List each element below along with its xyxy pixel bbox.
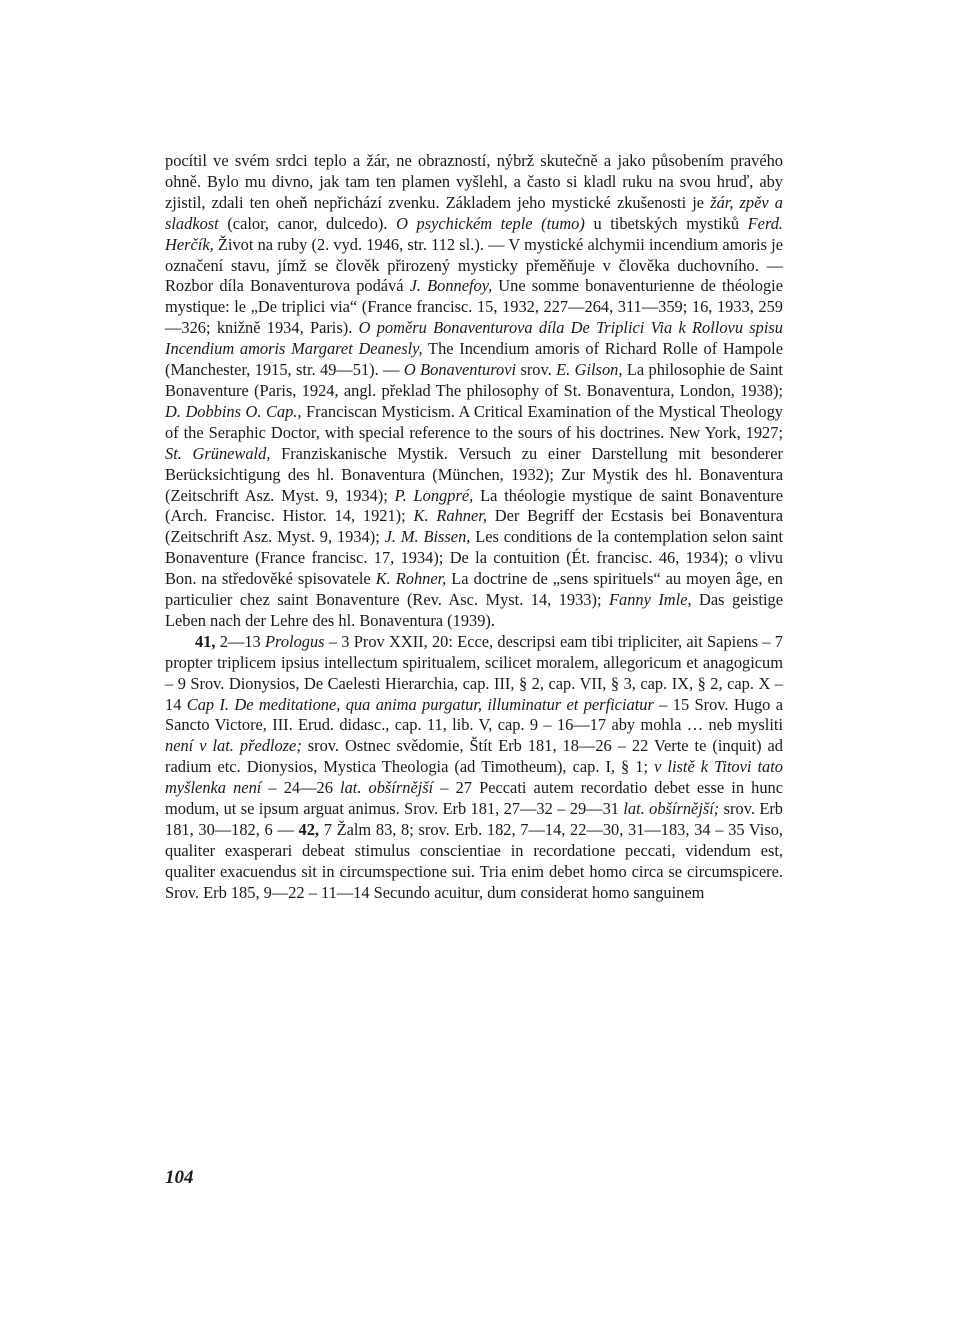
text-run: (calor, canor, dulcedo). (218, 213, 397, 233)
text-run: La philosophie de Saint Bonaventure (Paris, 1924, angl. překlad The philosophy of St. Bonaventura, London, 1938); (165, 360, 783, 400)
italic-text: Ferd. Herčík, (165, 213, 784, 254)
text-run: – 24—26 (261, 778, 341, 798)
text-run: – 15 Srov. Hugo a Sancto Victore, III. Erud. didasc., cap. 11, lib. V, cap. 9 – 16—17 aby mohla … neb mysliti (165, 694, 783, 735)
italic-text: lat. obšírnější; (623, 799, 720, 819)
italic-text: P. Longpré, (394, 485, 474, 505)
italic-text: K. Rohner, (375, 569, 447, 589)
text-run: La doctrine de „sens spirituels“ au moyen âge, en particulier chez saint Bonaventure (Rev. Asc. Myst. 14, 1933); (165, 569, 783, 610)
italic-text: E. Gilson, (556, 360, 623, 380)
text-run: srov. Ostnec svědomie, Štít Erb 181, 18—26 – 22 Verte te (inquit) ad radium etc. Dionysios, Mystica Theologia (ad Timotheum), cap. I, § 1; (165, 736, 784, 777)
text-run: Franziskanische Mystik. Versuch zu einer Darstellung mit besonderer Berücksichtigung des hl. Bonaventura (München, 1932); Zur Mystik des hl. Bonaventura (Zeitschrift Asz. Myst. 9, 1934); (165, 443, 783, 505)
italic-text: v listě k Titovi tato myšlenka není (165, 757, 783, 798)
text-run: Život na ruby (2. vyd. 1946, str. 112 sl.). — V mystické alchymii incendium amoris je označení stavu, jímž se člověk přirozený mysticky přeměňuje v člověka duchovního. — Rozbor díla Bonaventurova podává (165, 234, 783, 296)
text-run: Der Begriff der Ecstasis bei Bonaventura (Zeitschrift Asz. Myst. 9, 1934); (165, 506, 783, 547)
italic-text: J. Bonnefoy, (409, 276, 493, 296)
text-run: Les conditions de la contemplation selon saint Bonaventure (France francisc. 17, 1934); De la contuition (Ét. francisc. 46, 1934); o vlivu Bon. na středověké spisovatele (165, 527, 783, 589)
text-run: pocítil ve svém srdci teplo a žár, ne obrazností, nýbrž skutečně a jako působením pravého ohně. Bylo mu divno, jak tam ten plamen vyšlehl, a často si kladl ruku na svou hruď, aby zjistil, zdali ten oheň nepřichází zvenku. Základem jeho mystické zkušenosti je (165, 151, 783, 212)
text-run: srov. Erb 181, 30—182, 6 — (165, 799, 783, 839)
bold-text: 41, (195, 631, 216, 651)
italic-text: žár, zpěv a sladkost (165, 192, 783, 233)
text-run: – 3 Prov XXII, 20: Ecce, descripsi eam tibi tripliciter, ait Sapiens – 7 propter triplicem ipsius intellectum spiritualem, scilicet moralem, allegoricum et anagogicum – 9 Srov. Dionysios, De Caelesti Hierarchia, cap. III, § 2, cap. VII, § 3, cap. IX, § 2, cap. X – 14 (165, 631, 783, 714)
text-run: Franciscan Mysticism. A Critical Examination of the Mystical Theology of the Seraphic Doctor, with special reference to the sours of his doctrines. New York, 1927; (165, 401, 784, 442)
italic-text: St. Grünewald, (165, 443, 271, 463)
italic-text: O Bonaventurovi (403, 360, 517, 380)
italic-text: O poměru Bonaventurova díla De Triplici Via k Rollovu spisu Incendium amoris Margaret Deanesly, (165, 318, 783, 359)
paragraph-notes-continued (165, 151, 783, 632)
italic-text: Fanny Imle, (609, 590, 692, 610)
text-run: – 27 Peccati autem recordatio debet esse in hunc modum, ut se ipsum arguat animus. Srov. Erb 181, 27—32 – 29—31 (165, 778, 783, 819)
italic-text: není v lat. předloze; (165, 736, 302, 756)
text-run: La théologie mystique de saint Bonaventure (Arch. Francisc. Histor. 14, 1921); (165, 485, 783, 526)
italic-text: Prologus (265, 631, 325, 651)
italic-text: J. M. Bissen, (384, 527, 471, 547)
text-run: 7 Žalm 83, 8; srov. Erb. 182, 7—14, 22—30, 31—183, 34 – 35 Viso, qualiter exasperari debeat stimulus conscientiae in recordatione peccati, videndum est, qualiter exacuendus sit in circumspectione sui. Tria enim debet homo circa se circumspicere. Srov. Erb 185, 9—22 – 11—14 Secundo acuitur, dum considerat homo sanguinem (165, 820, 784, 902)
paragraph-note-41 (165, 632, 783, 904)
text-run: 2—13 (215, 631, 266, 651)
italic-text: K. Rahner, (413, 506, 487, 526)
text-run: Une somme bonaventurienne de théologie mystique: le „De triplici via“ (France francisc. 15, 1932, 227—264, 311—359; 16, 1933, 259—326; knižně 1934, Paris). (165, 276, 783, 338)
text-run: srov. (516, 360, 557, 380)
text-run: The Incendium amoris of Richard Rolle of Hampole (Manchester, 1915, str. 49—51). — (165, 339, 783, 380)
bold-text: 42, (298, 820, 320, 839)
italic-text: D. Dobbins O. Cap., (165, 401, 302, 421)
text-run: u tibetských mystiků (584, 213, 748, 233)
italic-text: Cap I. De meditatione, qua anima purgatur, illuminatur et perficiatur (186, 694, 654, 714)
italic-text: O psychickém teple (tumo) (396, 213, 585, 233)
page-number: 104 (165, 1167, 194, 1188)
italic-text: lat. obšírnější (340, 778, 434, 798)
page-body (165, 151, 783, 904)
text-run: Das geistige Leben nach der Lehre des hl. Bonaventura (1939). (165, 590, 783, 630)
